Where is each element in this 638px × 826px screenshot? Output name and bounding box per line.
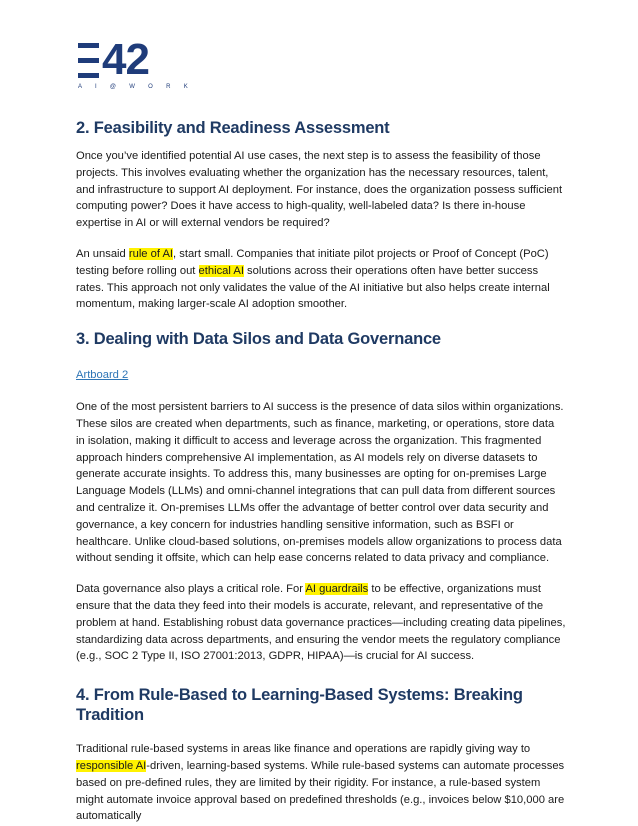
text-run: solutions across their operations often have better success rates. This approach not only validates the value of the AI initiative but also helps create internal momentum, making larger-scale AI adoption smoother. [76,264,550,311]
highlight-ai-guardrails: AI guardrails [305,583,369,596]
section-3-paragraph-1: One of the most persistent barriers to AI success is the presence of data silos within organizations. These silos are created when departments, such as finance, marketing, or operations, store data in isolation, making it difficult to access and leverage across the organization. This fragmented approach hinders comprehensive AI implementation, as AI models rely on diverse datasets to generate accurate insights. To address this, many businesses are opting for on-premises Large Language Models (LLMs) and omni-channel integrations that can pull data from different sources and centralize it. On-premises LLMs offer the advantage of better control over data security and governance, a key concern for industries handling sensitive information, such as BSFI or healthcare. Unlike cloud-based solutions, on-premises models allow organizations to process data without sending it offsite, which can help ease concerns related to data privacy and compliance. [76,401,564,565]
section-3-paragraph-2 [76,581,566,665]
text-run: to be effective, organizations must ensure that the data they feed into their models is accurate, relevant, and representative of the problem at hand. Establishing robust data governance practices—including creating data pipelines, standardizing data across departments, and ensuring the vendor meets the regulatory compliance (e.g., SOC 2 Type II, ISO 27001:2013, GDPR, HIPAA)—is crucial for AI success. [76,583,566,663]
logo-e-glyph [78,43,99,78]
text-run: -driven, learning-based systems. While rule-based systems can automate processes based on pre-defined rules, they are limited by their rigidity. For instance, a rule-based system might automate invoice approval based on predefined thresholds (e.g., invoices below $10,000 are automatically [76,759,565,823]
highlight-responsible-ai: responsible AI [76,759,147,772]
logo-mark [78,35,162,84]
artboard-link[interactable]: Artboard 2 [76,369,129,382]
logo-tagline: A I @ W O R K [78,84,194,90]
logo-e-bar-middle [78,58,99,63]
text-run: An unsaid [76,247,129,260]
article-body [76,118,566,825]
logo-e-bar-top [78,43,99,48]
highlight-rule-of-ai: rule of AI [128,247,174,260]
artboard-link-row [76,365,566,383]
logo-e-bar-bottom [78,73,99,78]
section-3-heading: 3. Dealing with Data Silos and Data Governance [76,330,441,349]
text-run: , start small. Companies that initiate pilot projects or Proof of Concept (PoC) testing before rolling out [76,247,549,277]
logo-digits: 42 [102,35,149,84]
section-4-heading: 4. From Rule-Based to Learning-Based Systems: Breaking Tradition [76,686,523,725]
company-logo [78,35,194,90]
text-run: Data governance also plays a critical role. For [76,583,306,596]
section-2-heading: 2. Feasibility and Readiness Assessment [76,119,390,137]
section-4-paragraph-1 [76,741,566,825]
section-2-paragraph-1: Once you’ve identified potential AI use cases, the next step is to assess the feasibility of those projects. This involves evaluating whether the organization has the necessary resources, talent, and infrastructure to support AI deployment. For instance, does the organization possess sufficient computing power? Does it have access to high-quality, well-labeled data? Is there in-house expertise in AI or will external vendors be required? [76,150,563,230]
section-2-paragraph-2 [76,246,566,313]
text-run: Traditional rule-based systems in areas like finance and operations are rapidly giving way to [76,743,531,756]
highlight-ethical-ai: ethical AI [198,264,244,277]
